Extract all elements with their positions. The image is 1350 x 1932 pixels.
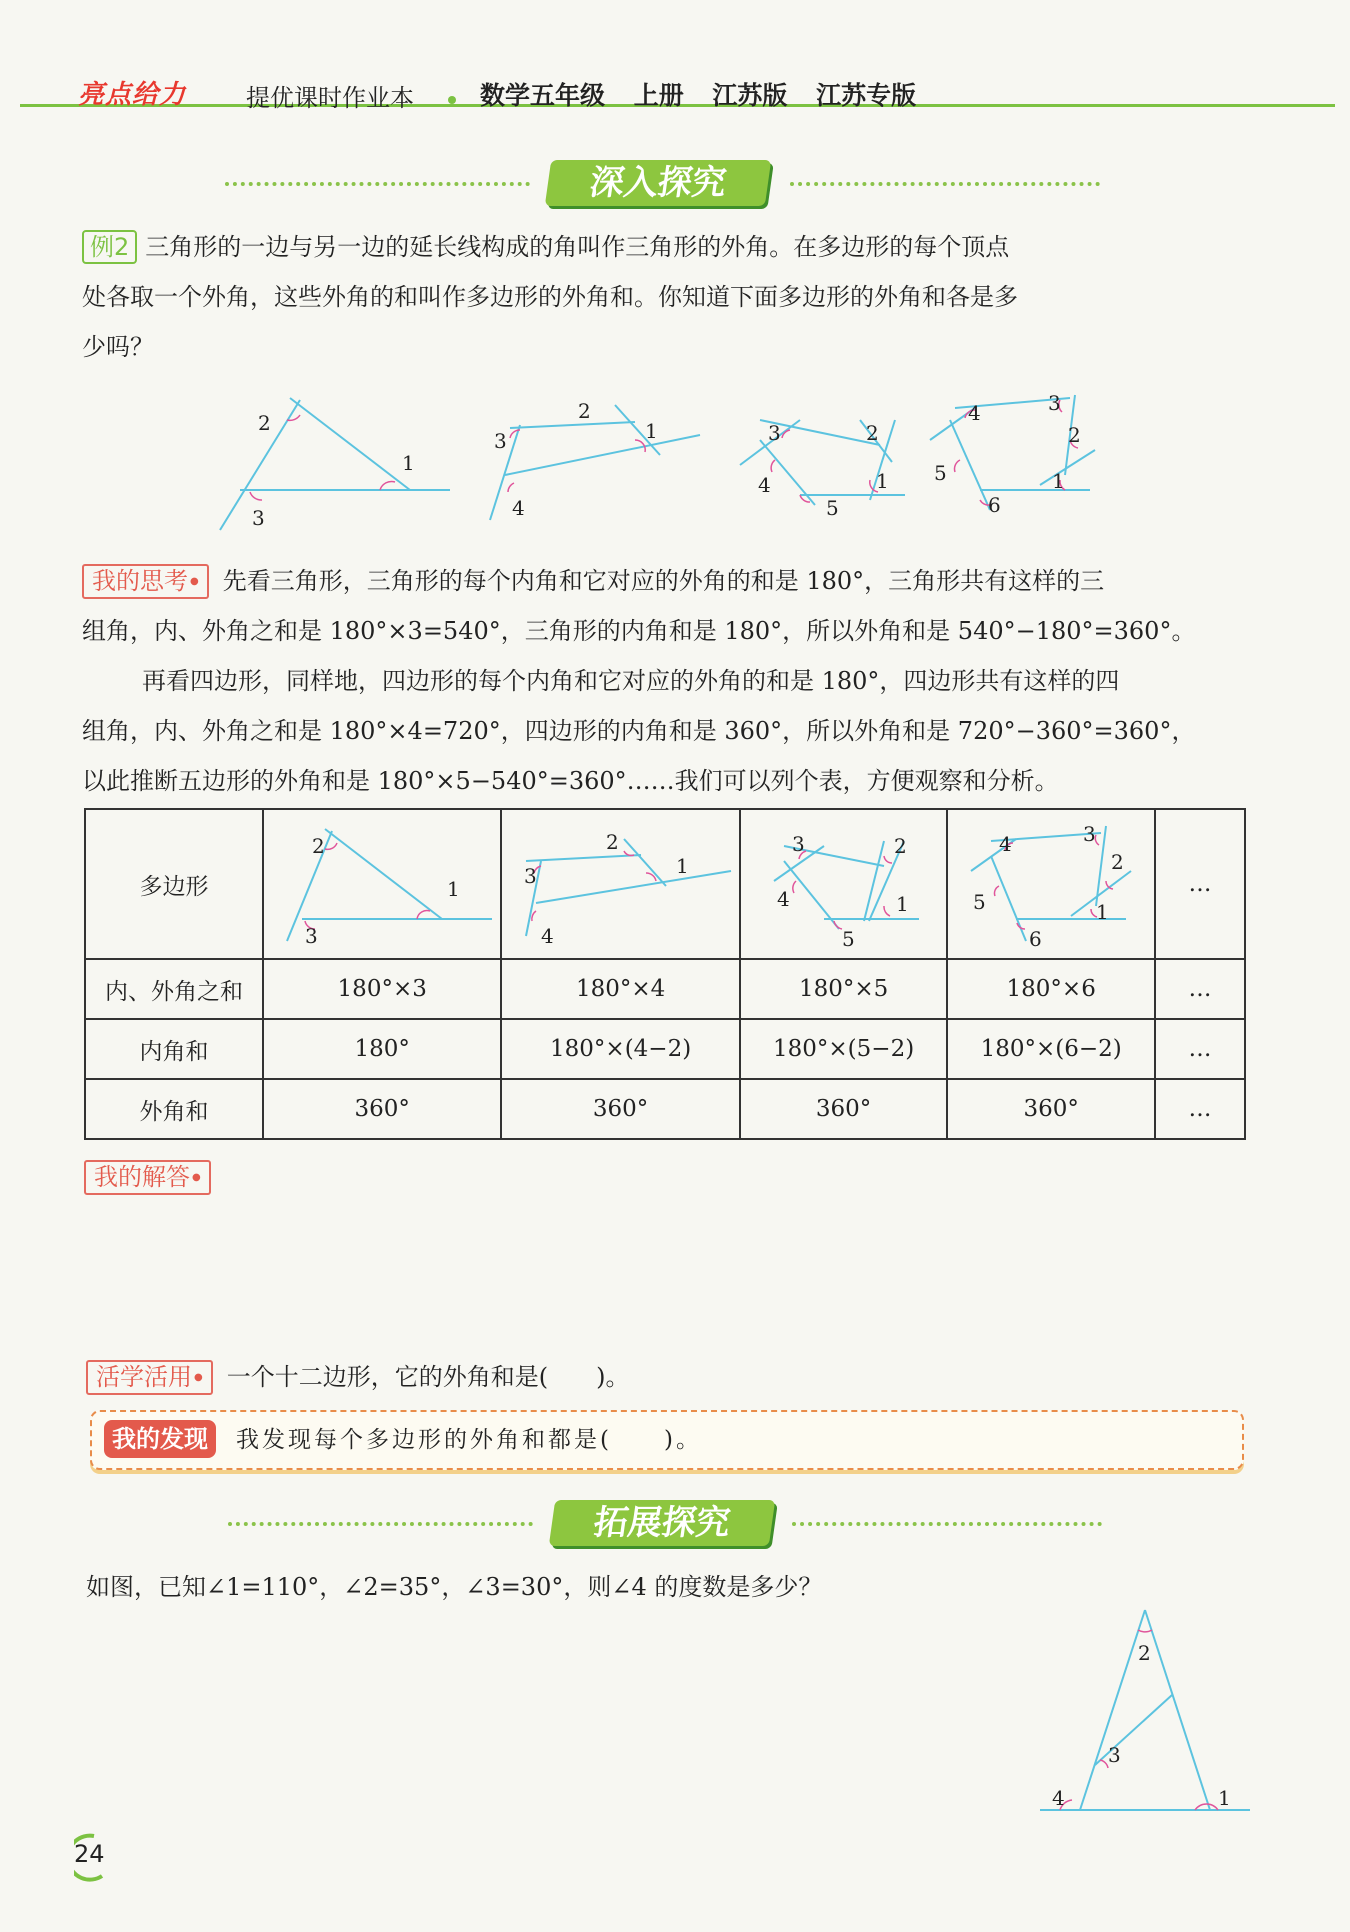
table-cell: 180°×5 <box>740 959 948 1019</box>
angle-label-4: 4 <box>1052 1786 1065 1810</box>
example-tag: 例2 <box>82 230 137 264</box>
angle-label-2: 2 <box>1111 850 1124 874</box>
discovery-tag: 我的发现 <box>104 1420 216 1458</box>
angle-label-3: 3 <box>494 429 507 453</box>
angle-label-2: 2 <box>605 830 619 854</box>
angle-label-5: 5 <box>973 890 986 914</box>
angle-label-2: 2 <box>866 421 879 445</box>
angle-label-6: 6 <box>988 493 1001 517</box>
angle-label-3: 3 <box>523 864 537 888</box>
brand-subtitle: 提优课时作业本 <box>246 84 414 112</box>
angle-label-4: 4 <box>776 887 790 911</box>
angle-label-3: 3 <box>1108 1743 1121 1767</box>
banner-dots-left <box>228 1522 533 1526</box>
angle-label-1: 1 <box>1052 469 1065 493</box>
angle-label-4: 4 <box>968 401 981 425</box>
section-title-explore: 深入探究 <box>545 160 771 206</box>
row-label-polygon: 多边形 <box>85 809 263 959</box>
angle-label-1: 1 <box>876 469 889 493</box>
table-figure-quadrilateral <box>501 809 739 959</box>
row-label-interior: 内角和 <box>85 1019 263 1079</box>
polygon-figures <box>0 380 1350 540</box>
thinking-text: 我的思考 ● 先看三角形，三角形的每个内角和它对应的外角的和是 180°，三角形共有这样的三 组角，内、外角之和是 180°×3=540°，三角形的内角和是 180°，所以外角和是 540°−180°=360°。 再看四边形，同样地，四边形的每个内角和它对应的外角的和是 180°，四边形共有这样的四 组角，内、外角之和是 180°×4=720°，四边形的内角和是 360°，所以外角和是 720°−360°=360°， 以此推断五边形的外角和是 180°×5−540°=360°……我们可以列个表，方便观察和分析。 <box>82 556 1272 806</box>
book-info: 数学五年级 上册 江苏版 江苏专版 <box>480 81 917 110</box>
row-label-sum: 内、外角之和 <box>85 959 263 1019</box>
angle-label-5: 5 <box>841 927 855 951</box>
banner-dots-right <box>792 1522 1102 1526</box>
table-figure-pentagon <box>740 809 948 959</box>
angle-label-1: 1 <box>1096 900 1109 924</box>
answer-section <box>84 1160 225 1195</box>
table-cell: 180°×(5−2) <box>740 1019 948 1079</box>
polygon-table <box>84 808 1246 1140</box>
thinking-tag: 我的思考 ● <box>82 564 209 599</box>
header-dot-icon <box>448 96 456 104</box>
angle-label-2: 2 <box>1138 1641 1151 1665</box>
apply-tag: 活学活用 ● <box>86 1360 213 1395</box>
table-cell: 180°×3 <box>263 959 501 1019</box>
table-figure-hexagon <box>947 809 1155 959</box>
angle-label-4: 4 <box>758 473 771 497</box>
table-figure-triangle <box>263 809 501 959</box>
angle-label-3: 3 <box>1048 391 1061 415</box>
triangle-figure <box>1030 1600 1260 1830</box>
table-ellipsis: … <box>1155 1079 1245 1139</box>
table-cell: 180° <box>263 1019 501 1079</box>
angle-label-1: 1 <box>675 854 689 878</box>
angle-label-1: 1 <box>402 451 415 475</box>
angle-label-2: 2 <box>893 834 907 858</box>
angle-label-4: 4 <box>540 924 554 948</box>
table-cell: 180°×4 <box>501 959 739 1019</box>
apply-section <box>86 1352 629 1402</box>
angle-label-3: 3 <box>305 924 318 948</box>
angle-label-2: 2 <box>258 411 271 435</box>
brand-logo: 亮点给力 <box>78 80 187 110</box>
angle-label-4: 4 <box>999 832 1012 856</box>
angle-label-3: 3 <box>768 421 781 445</box>
angle-label-1: 1 <box>645 419 658 443</box>
banner-dots-left <box>225 182 530 186</box>
table-cell: 360° <box>947 1079 1155 1139</box>
angle-label-6: 6 <box>1029 927 1042 951</box>
page-number: 24 <box>74 1840 105 1868</box>
answer-tag: 我的解答 ● <box>84 1160 211 1195</box>
angle-label-2: 2 <box>312 834 325 858</box>
angle-label-1: 1 <box>447 877 460 901</box>
table-cell: 180°×(6−2) <box>947 1019 1155 1079</box>
angle-label-4: 4 <box>512 496 525 520</box>
angle-label-2: 2 <box>1068 423 1081 447</box>
angle-label-5: 5 <box>934 461 947 485</box>
row-label-exterior: 外角和 <box>85 1079 263 1139</box>
angle-label-3: 3 <box>791 832 805 856</box>
angle-label-3: 3 <box>252 506 265 530</box>
extension-question: 如图，已知∠1=110°，∠2=35°，∠3=30°，则∠4 的度数是多少？ <box>86 1573 823 1601</box>
banner-dots-right <box>790 182 1100 186</box>
table-cell: 360° <box>263 1079 501 1139</box>
table-ellipsis: … <box>1155 959 1245 1019</box>
table-cell: 180°×6 <box>947 959 1155 1019</box>
table-ellipsis: … <box>1155 1019 1245 1079</box>
example-text: 例2 三角形的一边与另一边的延长线构成的角叫作三角形的外角。在多边形的每个顶点 处各取一个外角，这些外角的和叫作多边形的外角和。你知道下面多边形的外角和各是多 少吗？ <box>82 222 1262 372</box>
apply-question: 一个十二边形，它的外角和是( )。 <box>226 1363 630 1391</box>
angle-label-2: 2 <box>578 399 591 423</box>
angle-label-5: 5 <box>826 496 839 520</box>
table-cell: 180°×(4−2) <box>501 1019 739 1079</box>
section-title-extend: 拓展探究 <box>549 1500 775 1546</box>
table-cell: 360° <box>501 1079 739 1139</box>
angle-label-3: 3 <box>1083 822 1096 846</box>
discovery-box <box>90 1410 1244 1470</box>
table-ellipsis: … <box>1155 809 1245 959</box>
discovery-text: 我发现每个多边形的外角和都是( )。 <box>236 1427 702 1453</box>
angle-label-1: 1 <box>1218 1786 1231 1810</box>
table-cell: 360° <box>740 1079 948 1139</box>
angle-label-1: 1 <box>895 892 909 916</box>
